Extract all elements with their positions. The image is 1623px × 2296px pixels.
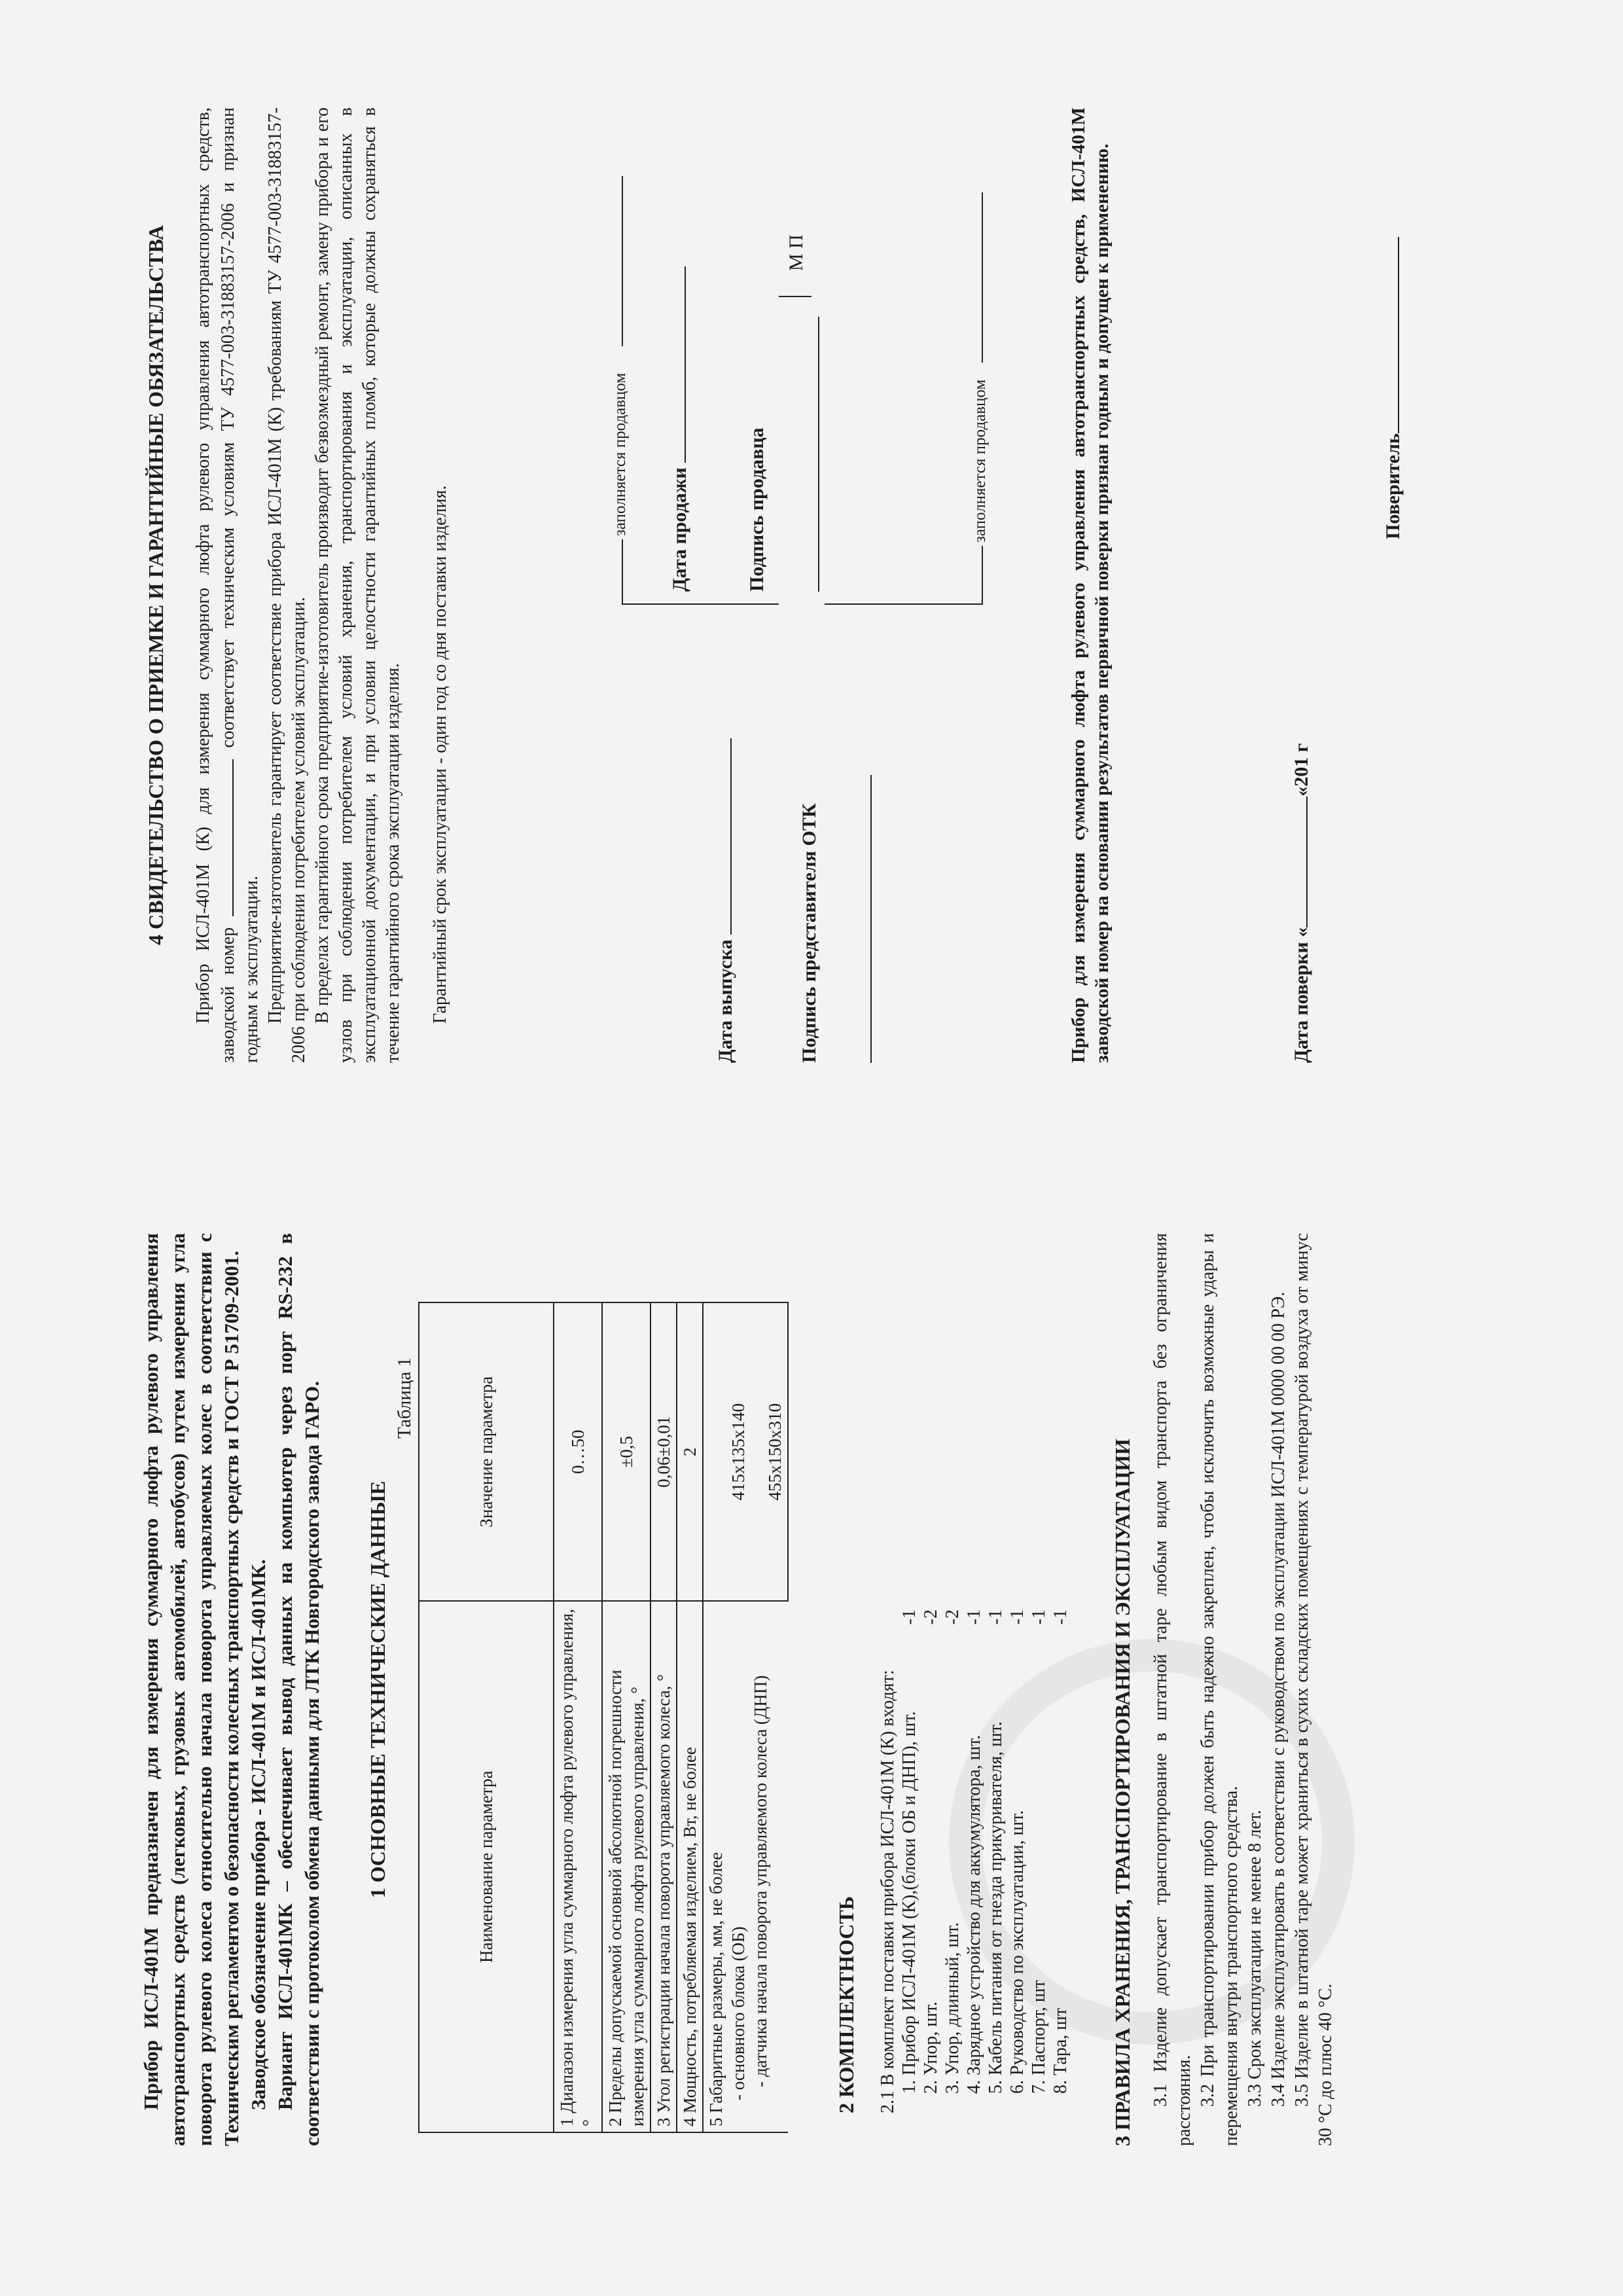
table-cell-name: 1 Диапазон измерения угла суммарного люфта рулевого управления, ° bbox=[554, 1601, 602, 2132]
table-header-row bbox=[419, 1302, 554, 2132]
list-item: 1. Прибор ИСЛ-401М (К),(блоки ОБ и ДНП), шт. -1 bbox=[899, 1609, 919, 2094]
filled-by-seller-label: заполняется продавцом bbox=[611, 372, 629, 536]
stamp-place: М П bbox=[785, 234, 807, 271]
section1-title: 1 ОСНОВНЫЕ ТЕХНИЧЕСКИЕ ДАННЫЕ bbox=[366, 1480, 389, 1899]
rule-3-2: 3.2 При транспортировании прибор должен быть надежно закреплен, чтобы исключить возможные удары и перемещения внутри транспортного средства. bbox=[1198, 1233, 1241, 2146]
verification-day-field[interactable] bbox=[1289, 797, 1308, 927]
filled-by-seller-label-2: заполняется продавцом bbox=[971, 379, 989, 543]
tech-data-table bbox=[418, 1302, 789, 2133]
acceptance-after: соответствует техническим условиям ТУ 4577-003-31883157-2006 и признан годным к эксплуатации. bbox=[218, 107, 262, 1063]
acceptance-paragraph bbox=[192, 107, 264, 1063]
list-item: 2. Упор, шт. -2 bbox=[921, 1609, 941, 2094]
intro-paragraph-2: Заводское обозначение прибора - ИСЛ-401М и ИСЛ-401МК. bbox=[247, 1559, 270, 2110]
table-row bbox=[677, 1302, 703, 2132]
intro-paragraph-1: Прибор ИСЛ-401М предназначен для измерения суммарного люфта рулевого управления автотранспортных средств (легковых, грузовых автомобилей, автобусов) путем измерения угла поворота рулевого колеса относительно начала поворота управляемых колес в соответствии с Техническим регламентом о безопасности колесных транспортных средств и ГОСТ Р 51709-2001. bbox=[139, 1233, 243, 2146]
rule-3-3: 3.3 Срок эксплуатации не менее 8 лет. bbox=[1245, 1810, 1265, 2107]
seller-signature-line[interactable] bbox=[818, 317, 819, 592]
table-cell-name: 2 Пределы допускаемой основной абсолютной погрешности измерения угла суммарного люфта рулевого управления, ° bbox=[602, 1601, 651, 2132]
table-cell-value: 2 bbox=[677, 1302, 703, 1601]
intro-block bbox=[137, 1233, 325, 2146]
sale-date-label: Дата продажи bbox=[668, 266, 691, 592]
section4-title: 4 СВИДЕТЕЛЬСТВО О ПРИЕМКЕ И ГАРАНТИЙНЫЕ ОБЯЗАТЕЛЬСТВА bbox=[144, 225, 168, 945]
contents-intro: 2.1 В комплект поставки прибора ИСЛ-401М (К) входят: bbox=[878, 1670, 898, 2113]
list-item: 4. Зарядное устройство для аккумулятора, шт. -1 bbox=[964, 1609, 984, 2094]
right-page bbox=[46, 35, 1577, 1148]
verification-date: Дата поверки ««201 г bbox=[1291, 743, 1312, 1063]
rule-3-1: 3.1 Изделие допускает транспортирование в штатной таре любым видом транспорта без ограничения расстояния. bbox=[1150, 1233, 1194, 2146]
table-cell-name bbox=[703, 1601, 788, 2132]
list-item: 8. Тара, шт -1 bbox=[1050, 1609, 1071, 2094]
repair-paragraph: В пределах гарантийного срока предприятие-изготовитель производит безвозмездный ремонт, замену прибора и его узлов при соблюдении потребителем условий хранения, транспортирования и эксплуатации, описанных в эксплуатационной документации, и при условии целостности гарантийных пломб, которые должны сохраняться в течение гарантийного срока эксплуатации изделия. bbox=[312, 107, 403, 1063]
verification-text: Прибор для измерения суммарного люфта рулевого управления автотранспортных средств, ИСЛ-401М заводской номер на основании результатов первичной поверки признан годным и допущен к применению. bbox=[1068, 107, 1113, 1063]
rotated-passport-sheet bbox=[46, 35, 1577, 2261]
section2-title: 2 КОМПЛЕКТНОСТЬ bbox=[834, 1896, 858, 2113]
rule-3-5: 3.5 Изделие в штатной таре может храниться в сухих складских помещениях с температурой воздуха от минус 30 °С до плюс 40 °С. bbox=[1292, 1233, 1336, 2146]
guarantee-paragraph: Предприятие-изготовитель гарантирует соответствие прибора ИСЛ-401М (К) требованиям ТУ 4577-003-31883157-2006 при соблюдении потребителем условий эксплуатации. bbox=[265, 107, 309, 1063]
dimensions-sensor: - датчика начала поворота управляемого колеса (ДНП) bbox=[751, 1675, 770, 2087]
intro-paragraph-3: Вариант ИСЛ-401МК – обеспечивает вывод данных на компьютер через порт RS-232 в соответствии с протоколом обмена данными для ЛТК Новгородского завода ГАРО. bbox=[274, 1233, 323, 2146]
table-row bbox=[602, 1302, 651, 2132]
list-item: 5. Кабель питания от гнезда прикуривателя, шт. -1 bbox=[986, 1609, 1006, 2094]
table-header-name: Наименование параметра bbox=[419, 1601, 554, 2132]
list-item: 7. Паспорт, шт -1 bbox=[1029, 1609, 1049, 2094]
rule-3-4: 3.4 Изделие эксплуатировать в соответствии с руководством по эксплуатации ИСЛ-401М 0000 00 00 РЭ. bbox=[1268, 1291, 1289, 2107]
contents-list bbox=[877, 1609, 1071, 2113]
seller-signature-label: Подпись продавца bbox=[746, 427, 768, 592]
table-cell-value: 0…50 bbox=[554, 1302, 602, 1601]
table-row bbox=[554, 1302, 602, 2132]
dimensions-main-block-value: 415х135х140 bbox=[728, 1403, 748, 1501]
table-row bbox=[651, 1302, 677, 2132]
release-date-label: Дата выпуска bbox=[713, 738, 737, 1063]
left-page bbox=[46, 1148, 1577, 2261]
table-cell-value: 0,06±0,01 bbox=[651, 1302, 677, 1601]
list-item: 6. Руководство по эксплуатации, шт. -1 bbox=[1007, 1609, 1027, 2094]
table-cell-value bbox=[703, 1302, 788, 1601]
verifier-signature-field[interactable] bbox=[1381, 237, 1399, 433]
acceptance-text bbox=[192, 107, 452, 1063]
sale-date-field[interactable] bbox=[668, 266, 686, 463]
signature-block bbox=[611, 107, 989, 1063]
table-row bbox=[703, 1302, 788, 2132]
table-cell-name: 4 Мощность, потребляемая изделием, Вт, не более bbox=[677, 1601, 703, 2132]
otk-signature-label: Подпись представителя ОТК bbox=[798, 803, 820, 1063]
acceptance-before: Прибор ИСЛ-401М (К) для измерения суммарного люфта рулевого управления автотранспортных средств, заводской номер bbox=[193, 107, 238, 1063]
section3-title: 3 ПРАВИЛА ХРАНЕНИЯ, ТРАНСПОРТИРОВАНИЯ И ЭКСПЛУАТАЦИИ bbox=[1111, 1439, 1134, 2146]
table-cell-value: ±0,5 bbox=[602, 1302, 651, 1601]
dimensions-main-block: - основного блока (ОБ) bbox=[728, 1926, 748, 2100]
table-header-value: Значение параметра bbox=[419, 1302, 554, 1601]
storage-rules bbox=[1149, 1233, 1338, 2146]
table-cell-name: 3 Угол регистрации начала поворота управляемого колеса, ° bbox=[651, 1601, 677, 2132]
verifier-label: Поверитель bbox=[1381, 237, 1404, 539]
release-date-field[interactable] bbox=[713, 738, 732, 935]
otk-signature-line[interactable] bbox=[870, 775, 872, 1063]
table-caption: Таблица 1 bbox=[394, 1357, 415, 1439]
dimensions-sensor-value: 455х150х310 bbox=[765, 1403, 785, 1501]
dimensions-heading: 5 Габаритные размеры, мм, не более bbox=[706, 1852, 726, 2126]
warranty-period: Гарантийный срок эксплуатации - один год со дня поставки изделия. bbox=[430, 485, 450, 1024]
dimensions-heading-value bbox=[705, 1308, 727, 1595]
list-item: 3. Упор, длинный, шт. -2 bbox=[942, 1609, 963, 2094]
serial-number-field[interactable] bbox=[215, 759, 234, 916]
